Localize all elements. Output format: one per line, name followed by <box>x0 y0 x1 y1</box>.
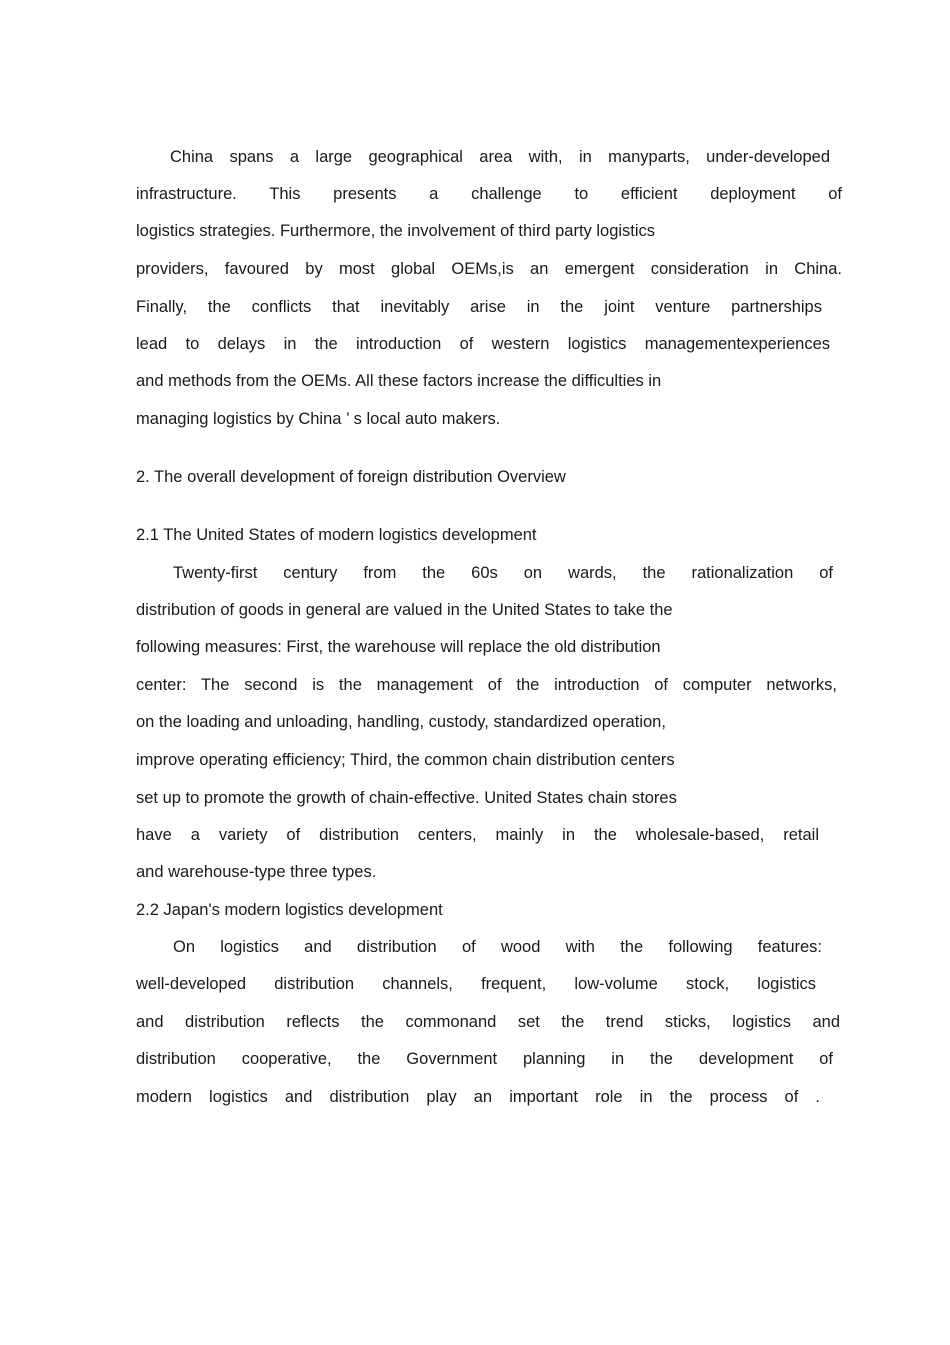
paragraph-1-line-4: providers, favoured by most global OEMs,is an emergent consideration in China. <box>136 260 842 278</box>
section-2-2-line-5: modern logistics and distribution play an important role in the process of . <box>136 1088 820 1106</box>
paragraph-1-line-1: China spans a large geographical area with, in manyparts, under-developed <box>170 148 830 166</box>
section-2-2-line-3: and distribution reflects the commonand set the trend sticks, logistics and <box>136 1013 840 1031</box>
section-2-1-line-6: improve operating efficiency; Third, the common chain distribution centers <box>136 751 675 769</box>
section-2-heading: 2. The overall development of foreign distribution Overview <box>136 468 566 486</box>
paragraph-1-line-2: infrastructure. This presents a challenge to efficient deployment of <box>136 185 842 203</box>
section-2-2-heading: 2.2 Japan's modern logistics development <box>136 901 443 919</box>
paragraph-1-line-6: lead to delays in the introduction of western logistics managementexperiences <box>136 335 830 353</box>
section-2-2-line-1: On logistics and distribution of wood with the following features: <box>173 938 822 956</box>
section-2-1-line-9: and warehouse-type three types. <box>136 863 377 881</box>
section-2-1-line-2: distribution of goods in general are valued in the United States to take the <box>136 601 673 619</box>
section-2-1-line-7: set up to promote the growth of chain-effective. United States chain stores <box>136 789 677 807</box>
paragraph-1-line-8: managing logistics by China ’ s local auto makers. <box>136 410 501 428</box>
paragraph-1-line-7: and methods from the OEMs. All these factors increase the difficulties in <box>136 372 662 390</box>
section-2-1-line-5: on the loading and unloading, handling, custody, standardized operation, <box>136 713 666 731</box>
paragraph-1-line-5: Finally, the conflicts that inevitably arise in the joint venture partnerships <box>136 298 822 316</box>
paragraph-1-line-3: logistics strategies. Furthermore, the involvement of third party logistics <box>136 222 656 240</box>
section-2-1-line-4: center: The second is the management of the introduction of computer networks, <box>136 676 837 694</box>
section-2-1-line-8: have a variety of distribution centers, mainly in the wholesale-based, retail <box>136 826 819 844</box>
section-2-1-line-1: Twenty-first century from the 60s on wards, the rationalization of <box>173 564 833 582</box>
section-2-1-heading: 2.1 The United States of modern logistics development <box>136 526 537 544</box>
section-2-1-line-3: following measures: First, the warehouse will replace the old distribution <box>136 638 661 656</box>
section-2-2-line-2: well-developed distribution channels, frequent, low-volume stock, logistics <box>136 975 816 993</box>
section-2-2-line-4: distribution cooperative, the Government planning in the development of <box>136 1050 833 1068</box>
